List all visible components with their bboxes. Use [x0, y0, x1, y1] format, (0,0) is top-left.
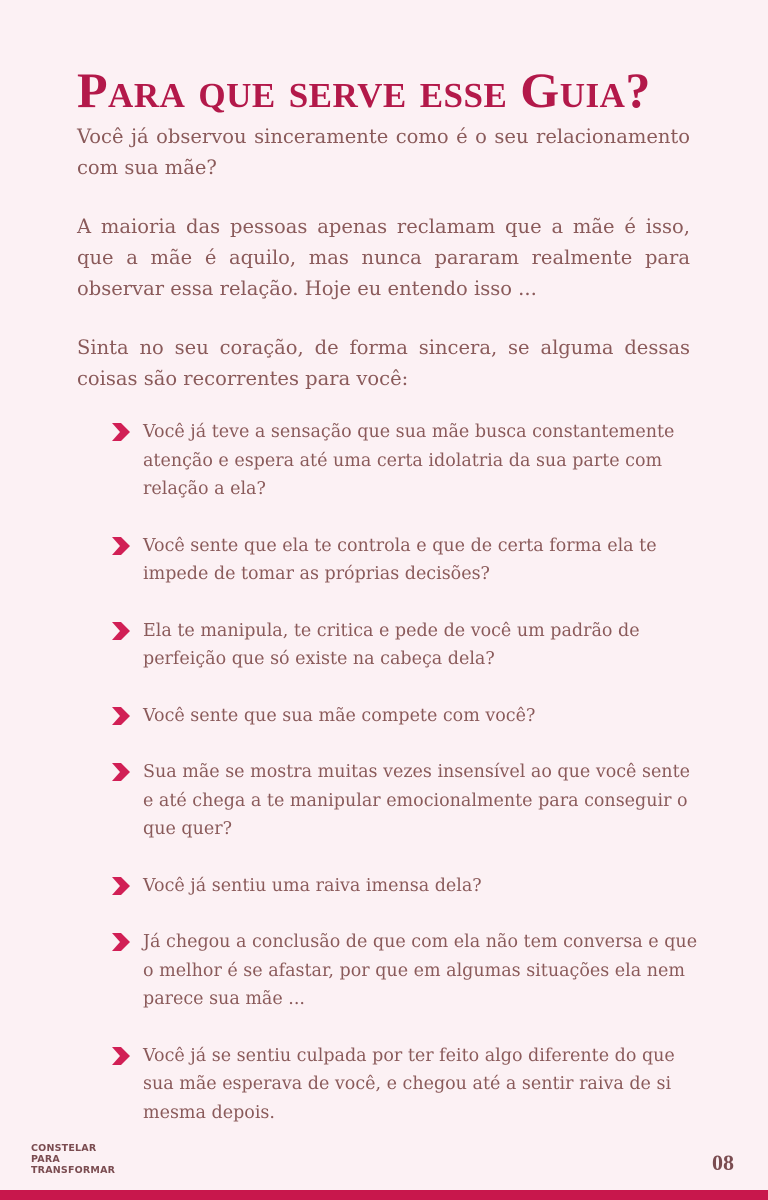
chevron-right-icon — [110, 705, 132, 727]
chevron-right-icon — [110, 1045, 132, 1067]
list-item — [110, 872, 700, 901]
page-title: Para que serve esse Guia? — [77, 62, 651, 118]
brand-line: PARA — [31, 1154, 60, 1165]
body-paragraph: A maioria das pessoas apenas reclamam que a mãe é isso, que a mãe é aquilo, mas nunca pararam realmente para observar essa relação. Hoje eu entendo isso ... — [77, 215, 690, 300]
lead-in-paragraph: Sinta no seu coração, de forma sincera, se alguma dessas coisas são recorrentes para você: — [77, 336, 690, 390]
intro-paragraph: Você já observou sinceramente como é o seu relacionamento com sua mãe? — [77, 125, 690, 179]
page-number: 08 — [712, 1150, 734, 1175]
footer-brand-logo — [31, 1143, 115, 1176]
list-item — [110, 928, 700, 1014]
chevron-right-icon — [110, 535, 132, 557]
list-item-text: Já chegou a conclusão de que com ela não tem conversa e que o melhor é se afastar, por que em algumas situações ela nem parece sua mãe ... — [143, 932, 698, 1009]
brand-line: CONSTELAR — [31, 1143, 97, 1154]
list-item — [110, 617, 700, 674]
list-item — [110, 758, 700, 844]
chevron-right-icon — [110, 620, 132, 642]
chevron-right-icon — [110, 931, 132, 953]
list-item-text: Ela te manipula, te critica e pede de você um padrão de perfeição que só existe na cabeça dela? — [143, 620, 640, 669]
list-item-text: Você sente que sua mãe compete com você? — [143, 705, 536, 726]
list-item — [110, 1042, 700, 1128]
list-item — [110, 702, 700, 731]
list-item — [110, 532, 700, 589]
list-item-text: Você sente que ela te controla e que de certa forma ela te impede de tomar as próprias decisões? — [143, 535, 657, 584]
list-item-text: Você já se sentiu culpada por ter feito algo diferente do que sua mãe esperava de você, e chegou até a sentir raiva de si mesma depois. — [143, 1045, 675, 1123]
list-item-text: Você já teve a sensação que sua mãe busca constantemente atenção e espera até uma certa idolatria da sua parte com relação a ela? — [143, 422, 675, 499]
list-item-text: Você já sentiu uma raiva imensa dela? — [143, 875, 482, 896]
chevron-right-icon — [110, 421, 132, 443]
brand-line: TRANSFORMAR — [31, 1165, 116, 1176]
chevron-right-icon — [110, 761, 132, 783]
list-item — [110, 418, 700, 504]
chevron-right-icon — [110, 875, 132, 897]
question-list — [110, 418, 700, 1155]
bottom-accent-bar — [0, 1190, 768, 1200]
list-item-text: Sua mãe se mostra muitas vezes insensível ao que você sente e até chega a te manipular emocionalmente para conseguir o que quer? — [143, 762, 690, 839]
